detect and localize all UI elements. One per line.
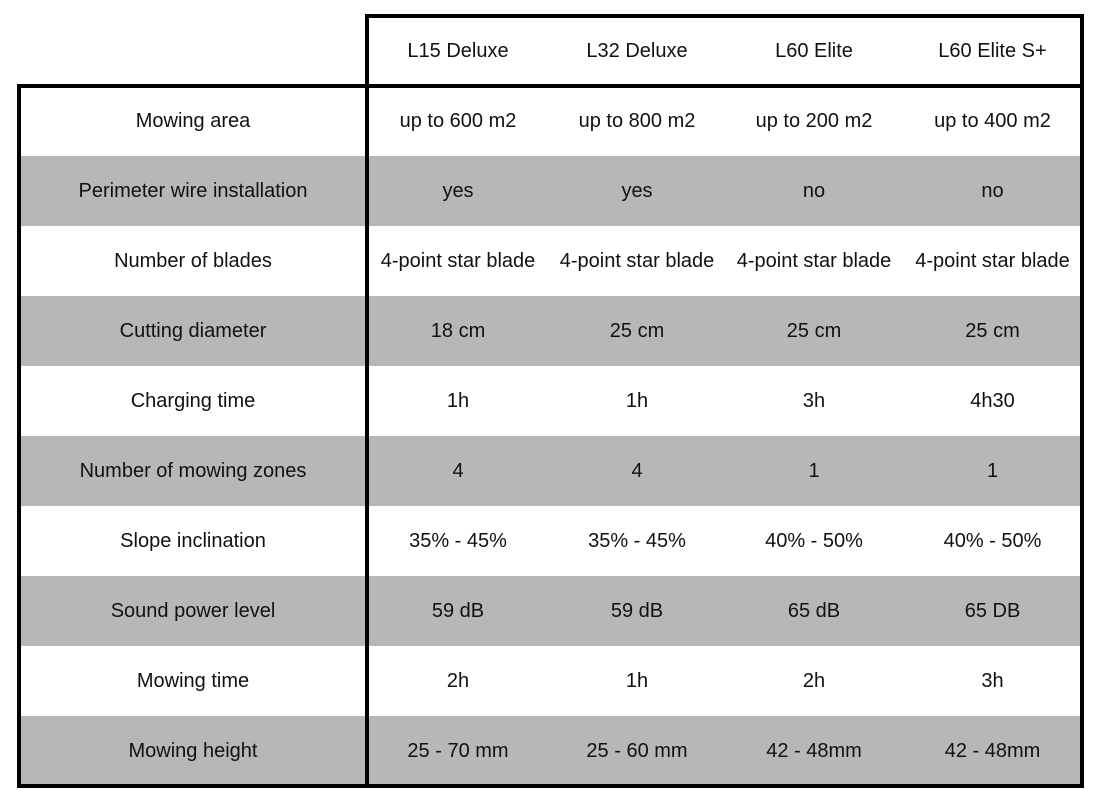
column-header: L15 Deluxe	[407, 39, 509, 62]
table-cell: 4-point star blade	[380, 249, 536, 272]
table-cell: 1h	[625, 669, 649, 692]
row-label: Mowing height	[128, 739, 258, 762]
table-cell: 4	[452, 459, 464, 482]
table-cell: 59 dB	[431, 599, 485, 622]
table-cell: 18 cm	[430, 319, 486, 342]
table-cell: up to 600 m2	[399, 109, 517, 132]
row-label: Mowing area	[135, 109, 251, 132]
table-cell: 25 cm	[965, 319, 1020, 342]
row-label: Mowing time	[136, 669, 250, 692]
table-cell: 1	[986, 459, 999, 482]
column-header: L32 Deluxe	[586, 39, 688, 62]
table-cell: 1h	[446, 389, 470, 412]
table-cell: 42 - 48mm	[944, 739, 1041, 762]
label-column-divider	[365, 84, 369, 788]
row-label: Charging time	[130, 389, 256, 412]
table-cell: 25 - 60 mm	[586, 739, 688, 762]
table-cell: 35% - 45%	[409, 529, 507, 552]
table-cell: 35% - 45%	[588, 529, 686, 552]
table-cell: 25 cm	[786, 319, 842, 342]
table-cell: 59 dB	[610, 599, 664, 622]
table-cell: yes	[442, 179, 474, 202]
table-cell: 25 - 70 mm	[407, 739, 509, 762]
table-cell: 4	[631, 459, 643, 482]
table-cell: 4-point star blade	[559, 249, 715, 272]
table-cell: yes	[621, 179, 653, 202]
table-cell: 3h	[802, 389, 826, 412]
table-cell: 2h	[802, 669, 826, 692]
row-label: Perimeter wire installation	[78, 179, 308, 202]
table-cell: up to 800 m2	[578, 109, 696, 132]
table-cell: 2h	[446, 669, 470, 692]
table-cell: up to 400 m2	[934, 109, 1051, 132]
table-cell: 1h	[625, 389, 649, 412]
table-cell: 4h30	[970, 389, 1015, 412]
table-cell: 25 cm	[609, 319, 665, 342]
column-header: L60 Elite	[775, 39, 853, 62]
table-cell: 65 DB	[964, 599, 1021, 622]
table-cell: no	[802, 179, 826, 202]
table-cell: 3h	[981, 669, 1004, 692]
table-cell: no	[981, 179, 1004, 202]
column-header: L60 Elite S+	[938, 39, 1047, 62]
table-cell: 40% - 50%	[943, 529, 1042, 552]
table-cell: 4-point star blade	[915, 249, 1070, 272]
row-label: Number of mowing zones	[79, 459, 307, 482]
table-cell: 1	[808, 459, 820, 482]
table-cell: up to 200 m2	[755, 109, 873, 132]
row-label: Slope inclination	[120, 529, 266, 552]
table-cell: 42 - 48mm	[766, 739, 862, 762]
table-cell: 65 dB	[787, 599, 841, 622]
table-cell: 40% - 50%	[765, 529, 863, 552]
row-label: Cutting diameter	[119, 319, 267, 342]
table-cell: 4-point star blade	[736, 249, 892, 272]
row-label: Sound power level	[110, 599, 276, 622]
row-label: Number of blades	[114, 249, 272, 272]
